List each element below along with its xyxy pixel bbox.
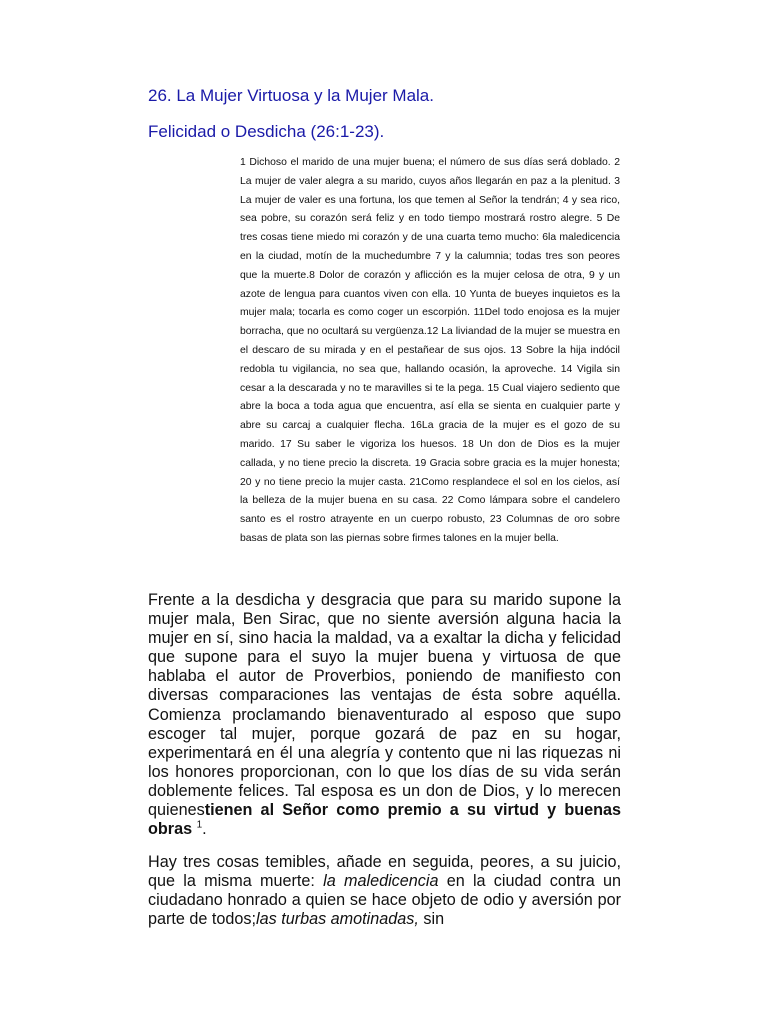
commentary-paragraph-1 — [148, 591, 621, 839]
footnote-marker[interactable]: 1 — [196, 819, 203, 831]
scripture-quote: 1 Dichoso el marido de una mujer buena; el número de sus días será doblado. 2 La mujer de valer alegra a su marido, cuyos años llegarán en paz a la plenitud. 3 La mujer de valer es una fortuna, los que temen al Señor la tendrán; 4 y sea rico, sea pobre, su corazón será feliz y en todo tiempo mostrará rostro alegre. 5 De tres cosas tiene miedo mi corazón y de una cuarta temo mucho: 6la maledicencia en la ciudad, motín de la muchedumbre 7 y la calumnia; todas tres son peores que la muerte.8 Dolor de corazón y aflicción es la mujer celosa de otra, 9 y un azote de lengua para cuantos viven con ella. 10 Yunta de bueyes inquietos es la mujer mala; tocarla es como coger un escorpión. 11Del todo enojosa es la mujer borracha, que no ocultará su vergüenza.12 La liviandad de la mujer se muestra en el descaro de su mirada y en el pestañear de sus ojos. 13 Sobre la hija indócil redobla tu vigilancia, no sea que, hallando ocasión, la aproveche. 14 Vigila sin cesar a la descarada y no te maravilles si te la pega. 15 Cual viajero sediento que abre la boca a toda agua que encuentra, así ella se sienta en cualquier parte y abre su carcaj a cualquier flecha. 16La gracia de la mujer es el gozo de su marido. 17 Su saber le vigoriza los huesos. 18 Un don de Dios es la mujer callada, y no tiene precio la discreta. 19 Gracia sobre gracia es la mujer honesta; 20 y no tiene precio la mujer casta. 21Como resplandece el sol en los cielos, así la belleza de la mujer buena en su casa. 22 Como lámpara sobre el candelero santo es el rostro atrayente en un cuerpo robusto, 23 Columnas de oro sobre basas de plata son las piernas sobre firmes talones en la mujer bella. — [240, 157, 620, 544]
paragraph-2-italic-1: la maledicencia — [323, 872, 439, 891]
paragraph-1-bold-text: tienen al Señor como premio a su virtud y buenas obras — [148, 801, 621, 839]
section-subheading: Felicidad o Desdicha (26:1-23). — [148, 122, 385, 141]
paragraph-2-text-1: Hay tres cosas temibles, añade en seguida, peores, a su juicio, que la misma muerte: — [148, 853, 621, 891]
paragraph-1-end: . — [202, 820, 207, 839]
commentary-paragraph-2 — [148, 853, 621, 929]
paragraph-2-italic-2: las turbas amotinadas, — [256, 910, 419, 929]
paragraph-1-text: Frente a la desdicha y desgracia que para su marido supone la mujer mala, Ben Sirac, que no siente aversión alguna hacia la mujer en sí, sino hacia la maldad, va a exaltar la dicha y felicidad que supone para el suyo la mujer buena y virtuosa de que hablaba el autor de Proverbios, poniendo de manifiesto con diversas comparaciones las ventajas de ésta sobre aquélla. Comienza proclamando bienaventurado al esposo que supo escoger tal mujer, porque gozará de paz en su hogar, experimentará en él una alegría y contento que ni las riquezas ni los honores proporcionan, con lo que los días de su vida serán doblemente felices. Tal esposa es un don de Dios, y lo merecen quienes — [148, 591, 621, 820]
chapter-heading: 26. La Mujer Virtuosa y la Mujer Mala. — [148, 86, 434, 105]
paragraph-2-text-2: en la ciudad contra un ciudadano honrado a quien se hace objeto de odio y aversión por parte de todos; — [148, 872, 621, 929]
paragraph-2-text-3: sin — [418, 910, 445, 929]
